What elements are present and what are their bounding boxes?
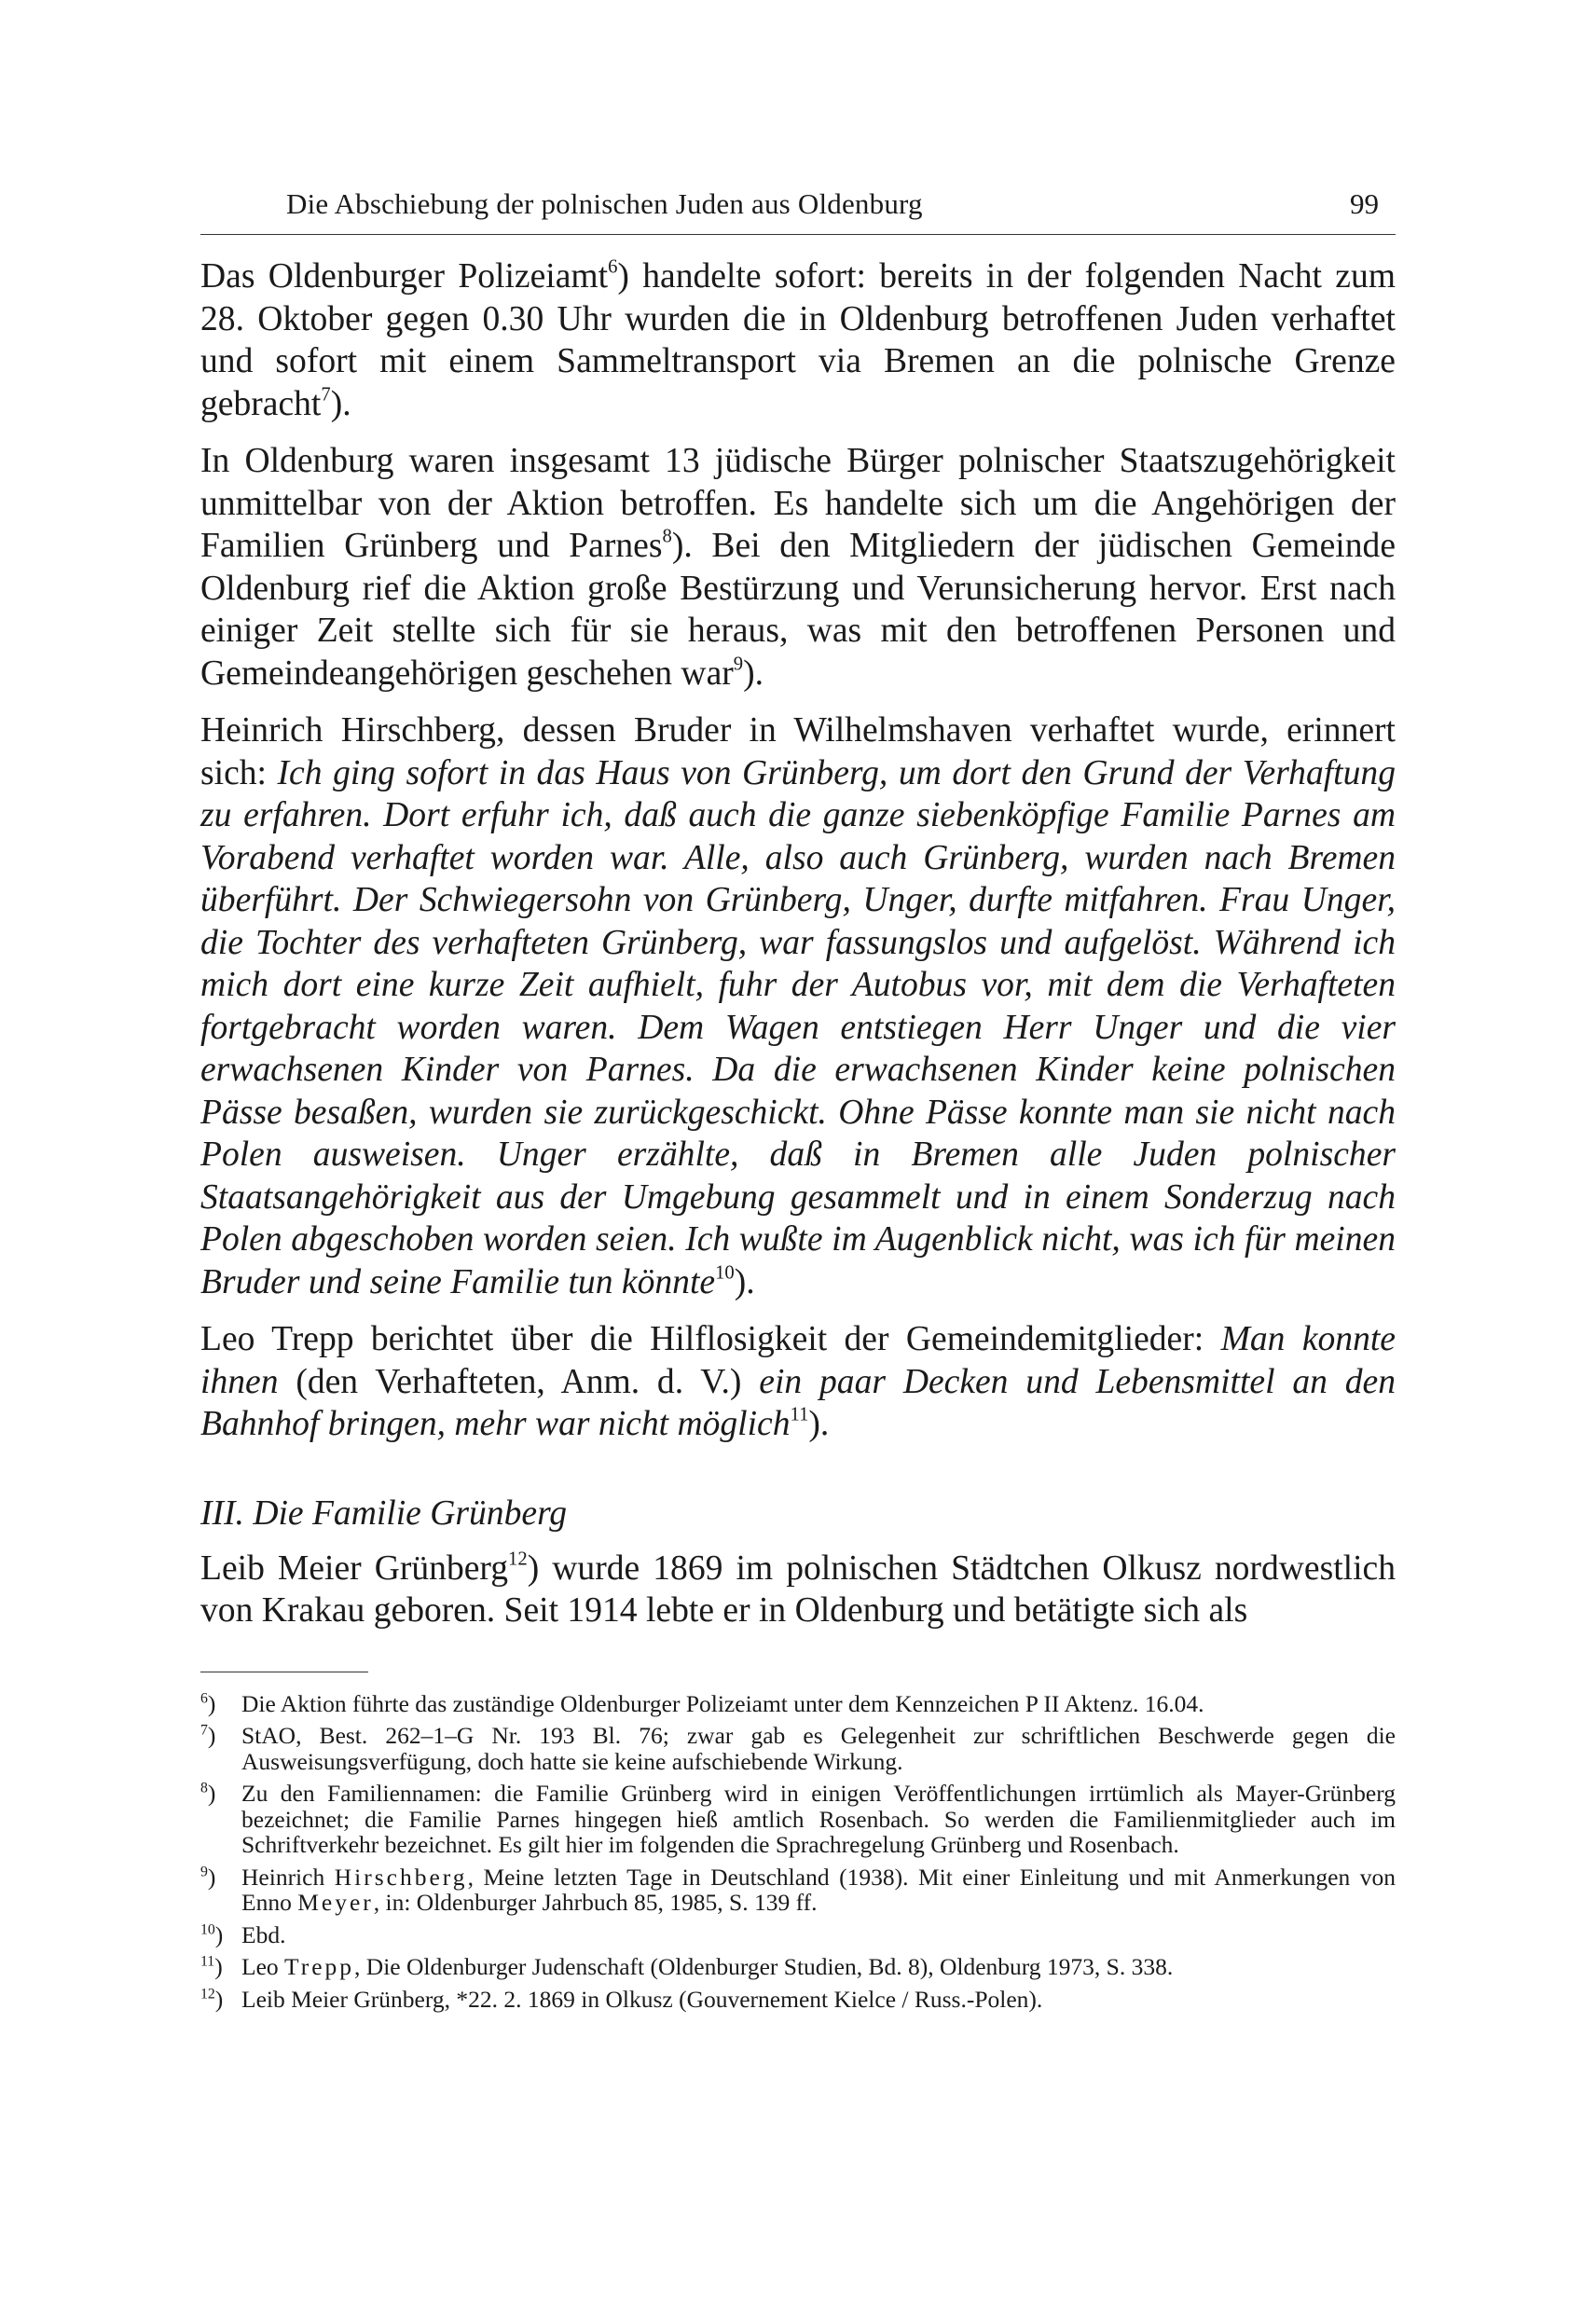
- footnote-6: [200, 1691, 1396, 1717]
- running-head: [200, 182, 1396, 235]
- paragraph-text: (den Verhafteten, Anm. d. V.): [278, 1362, 760, 1401]
- paragraph-text: ).: [808, 1405, 830, 1443]
- footnote-text: Die Aktion führte das zuständige Oldenburger Polizeiamt unter dem Kennzeichen P II Aktenz. 16.04.: [241, 1689, 1204, 1717]
- author-name: Hirschberg: [334, 1863, 468, 1891]
- quotation: ein paar Decken und Lebensmittel an den Bahnhof bringen, mehr war nicht möglich: [200, 1362, 1396, 1443]
- footnote-ref: 12: [508, 1548, 528, 1569]
- footnote-text: Leo: [241, 1953, 285, 1980]
- paragraph-text: In Oldenburg waren insgesamt 13 jüdische Bürger polnischer Staatszugehörigkeit unmittelbar von der Aktion betroffen. Es handelte sich um die Angehörigen der Familien Grünberg und Parnes: [200, 442, 1396, 565]
- footnote-ref: 11: [790, 1404, 809, 1425]
- footnote-number: $^7$): [200, 1722, 216, 1749]
- paragraph-text: Das Oldenburger Polizeiamt: [200, 257, 609, 296]
- paragraph-text: ) handelte sofort: bereits in der folgenden Nacht zum 28. Oktober gegen 0.30 Uhr wurden die in Oldenburg betroffenen Juden verhaftet und sofort mit einem Sammeltransport via Bremen an die polnische Grenze gebracht: [200, 257, 1396, 423]
- footnote-text: , in: Oldenburger Jahrbuch 85, 1985, S. 139 ff.: [373, 1889, 818, 1916]
- running-title: Die Abschiebung der polnischen Juden aus Oldenburg: [286, 187, 923, 220]
- footnote-number: $^6$): [200, 1689, 216, 1717]
- footnote-number: $^{11}$): [200, 1953, 223, 1980]
- paragraph-text: Heinrich Hirschberg, dessen Bruder in Wilhelmshaven verhaftet wurde, erinnert sich:: [200, 711, 1396, 792]
- section-heading: III. Die Familie Grünberg: [200, 1493, 568, 1533]
- page: [200, 182, 1396, 2018]
- footnote-number: $^{12}$): [200, 1985, 224, 2013]
- author-name: Trepp: [284, 1953, 355, 1980]
- paragraph-text: ).: [734, 1262, 755, 1301]
- quotation: Man konnte ihnen: [200, 1320, 1396, 1401]
- footnote-ref: 10: [715, 1262, 735, 1283]
- author-name: Meyer: [297, 1889, 374, 1916]
- paragraph-1: [200, 255, 1396, 425]
- footnote-number: $^9$): [200, 1863, 216, 1891]
- paragraph-3: [200, 709, 1396, 1303]
- body-text: [200, 255, 1396, 1632]
- page-number: 99: [1350, 187, 1379, 220]
- footnote-ref: 7: [321, 384, 331, 405]
- footnote-12: [200, 1987, 1396, 2013]
- footnote-ref: 8: [662, 526, 672, 547]
- paragraph-text: ).: [330, 384, 351, 423]
- paragraph-text: Leib Meier Grünberg: [200, 1548, 509, 1588]
- footnote-text: , Meine letzten Tage in Deutschland (1938). Mit einer Einleitung und mit Anmerkungen von Enno: [241, 1863, 1396, 1916]
- footnote-text: Ebd.: [241, 1920, 286, 1948]
- footnote-number: $^8$): [200, 1780, 216, 1807]
- paragraph-text: ) wurde 1869 im polnischen Städtchen Olkusz nordwestlich von Krakau geboren. Seit 1914 lebte er in Oldenburg und betätigte sich als: [200, 1548, 1396, 1630]
- footnote-11: [200, 1954, 1396, 1980]
- footnote-text: Heinrich: [241, 1863, 335, 1891]
- footnote-7: [200, 1723, 1396, 1774]
- paragraph-4: [200, 1318, 1396, 1446]
- footnote-10: [200, 1922, 1396, 1948]
- paragraph-2: [200, 440, 1396, 695]
- footnote-8: [200, 1781, 1396, 1858]
- footnote-number: $^{10}$): [200, 1920, 224, 1948]
- paragraph-text: ).: [743, 654, 764, 693]
- footnote-text: StAO, Best. 262–1–G Nr. 193 Bl. 76; zwar gab es Gelegenheit zur schriftlichen Beschwerde gegen die Ausweisungsverfügung, doch hatte sie keine aufschiebende Wirkung.: [241, 1722, 1396, 1775]
- footnote-9: [200, 1865, 1396, 1916]
- footnote-ref: 6: [608, 256, 618, 278]
- paragraph-text: ). Bei den Mitgliedern der jüdischen Gemeinde Oldenburg rief die Aktion große Bestürzung und Verunsicherung hervor. Erst nach einiger Zeit stellte sich für sie heraus, was mit den betroffenen Personen und Gemeindeangehörigen geschehen war: [200, 527, 1396, 693]
- paragraph-text: Leo Trepp berichtet über die Hilflosigkeit der Gemeindemitglieder:: [200, 1320, 1221, 1358]
- footnote-text: Zu den Familiennamen: die Familie Grünberg wird in einigen Veröffentlichungen irrtümlich als Mayer-Grünberg bezeichnet; die Familie Parnes hingegen hieß amtlich Rosenbach. So werden die Familienmitglieder auch im Schriftverkehr bezeichnet. Es gilt hier im folgenden die Sprachregelung Grünberg und Rosenbach.: [241, 1780, 1396, 1858]
- footnote-ref: 9: [733, 654, 744, 674]
- quotation: Ich ging sofort in das Haus von Grünberg, um dort den Grund der Verhaftung zu erfahren. Dort erfuhr ich, daß auch die ganze siebenköpfige Familie Parnes am Vorabend verhaftet worden war. Alle, also auch Grünberg, wurden nach Bremen überführt. Der Schwiegersohn von Grünberg, Unger, durfte mitfahren. Frau Unger, die Tochter des verhafteten Grünberg, war fassungslos und aufgelöst. Während ich mich dort eine kurze Zeit aufhielt, fuhr der Autobus vor, mit dem die Verhafteten fortgebracht worden waren. Dem Wagen entstiegen Herr Unger und die vier erwachsenen Kinder von Parnes. Da die erwachsenen Kinder keine polnischen Pässe besaßen, wurden sie zurückgeschickt. Ohne Pässe konnte man sie nicht nach Polen ausweisen. Unger erzählte, daß in Bremen alle Juden polnischer Staatsangehörigkeit aus der Umgebung gesammelt und in einem Sonderzug nach Polen abgeschoben worden seien. Ich wußte im Augenblick nicht, was ich für meinen Bruder und seine Familie tun könnte: [200, 753, 1396, 1301]
- footnotes: [200, 1691, 1396, 2013]
- paragraph-5: [200, 1548, 1396, 1632]
- footnote-text: , Die Oldenburger Judenschaft (Oldenburger Studien, Bd. 8), Oldenburg 1973, S. 338.: [354, 1953, 1174, 1980]
- footnote-text: Leib Meier Grünberg, *22. 2. 1869 in Olkusz (Gouvernement Kielce / Russ.-Polen).: [241, 1985, 1043, 2013]
